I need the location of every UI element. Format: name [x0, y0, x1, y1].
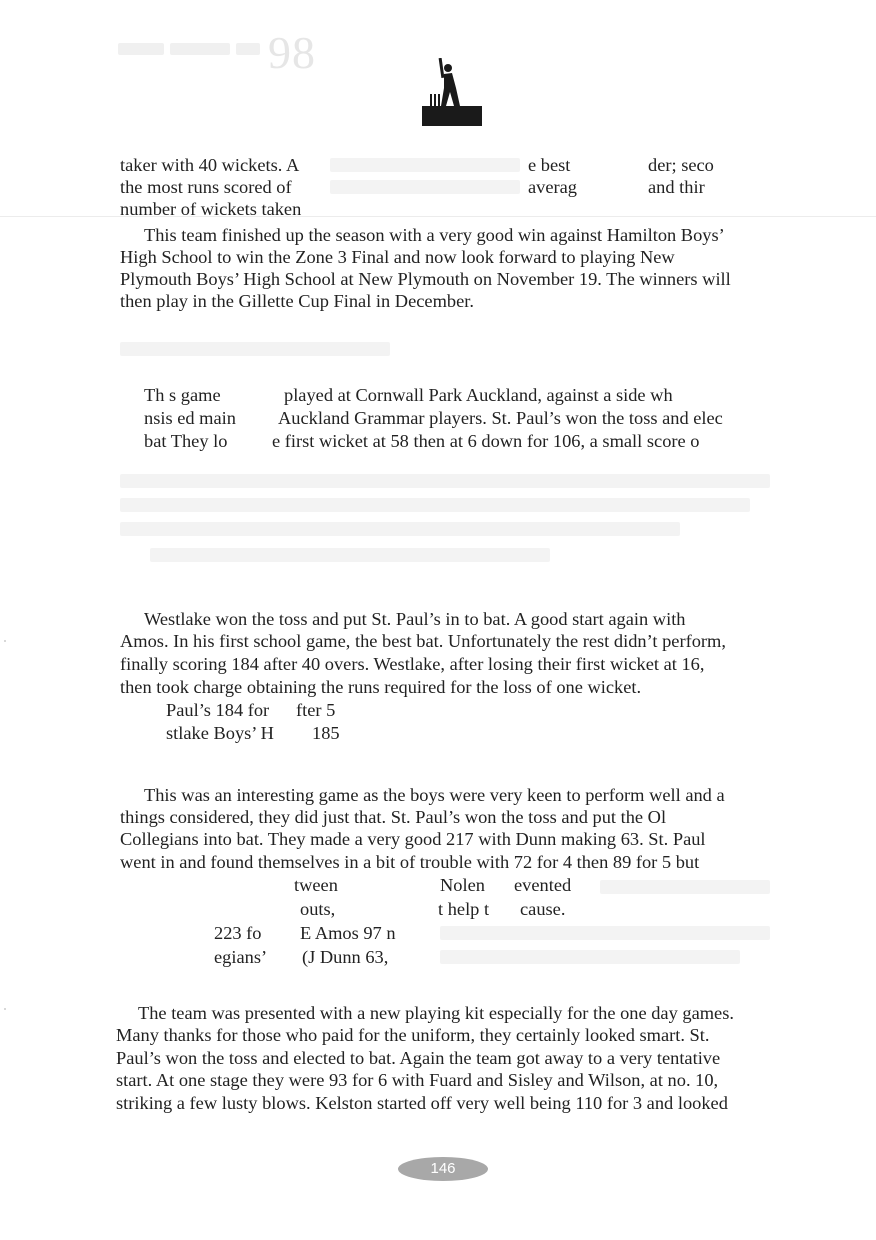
text-line: der; seco	[648, 155, 714, 175]
text-line: e first wicket at 58 then at 6 down for 106, a small score o	[272, 431, 700, 451]
text-line: cause.	[520, 899, 566, 919]
text-line: and thir	[648, 177, 705, 197]
text-line: Amos. In his first school game, the best bat. Unfortunately the rest didn’t perform,	[120, 631, 726, 651]
redacted-band	[440, 950, 740, 964]
text-line: Paul’s won the toss and elected to bat. Again the team got away to a very tentative	[116, 1048, 721, 1068]
text-line: Collegians into bat. They made a very good 217 with Dunn making 63. St. Paul	[120, 829, 706, 849]
text-line: played at Cornwall Park Auckland, against a side wh	[284, 385, 673, 405]
text-line: fter 5	[296, 700, 336, 720]
redacted-band	[150, 548, 550, 562]
text-line: e best	[528, 155, 571, 175]
redacted-band	[120, 474, 770, 488]
scan-speck	[4, 640, 6, 642]
text-line: 223 fo	[214, 923, 262, 943]
text-line: Many thanks for those who paid for the uniform, they certainly looked smart. St.	[116, 1025, 710, 1045]
text-line: Plymouth Boys’ High School at New Plymouth on November 19. The winners will	[120, 269, 731, 289]
text-line: Paul’s 184 for	[166, 700, 270, 720]
text-line: start. At one stage they were 93 for 6 with Fuard and Sisley and Wilson, at no. 10,	[116, 1070, 719, 1090]
page-number-badge: 146	[398, 1157, 488, 1181]
text-line: Auckland Grammar players. St. Paul’s won the toss and elec	[278, 408, 723, 428]
text-line: evented	[514, 875, 572, 895]
text-line: 185	[312, 723, 340, 743]
text-line: Westlake won the toss and put St. Paul’s in to bat. A good start again with	[144, 609, 686, 629]
text-line: then took charge obtaining the runs required for the loss of one wicket.	[120, 677, 642, 697]
text-line: (J Dunn 63,	[302, 947, 389, 967]
text-line: nsis ed main	[144, 408, 236, 428]
text-line: egians’	[214, 947, 268, 967]
redacted-band	[330, 158, 520, 172]
text-line: High School to win the Zone 3 Final and now look forward to playing New	[120, 247, 675, 267]
text-line: averag	[528, 177, 578, 197]
redacted-band	[120, 498, 750, 512]
text-line: number of wickets taken	[120, 199, 302, 219]
text-line: Th s game	[144, 385, 221, 405]
redacted-band	[120, 522, 680, 536]
redacted-band	[600, 880, 770, 894]
text-line: E Amos 97 n	[300, 923, 396, 943]
text-line: things considered, they did just that. St. Paul’s won the toss and put the Ol	[120, 807, 667, 827]
header-faint-title	[118, 42, 268, 64]
text-line: finally scoring 184 after 40 overs. Westlake, after losing their first wicket at 16,	[120, 654, 705, 674]
header-year-mark: 98	[268, 27, 316, 78]
scan-speck	[4, 1008, 6, 1010]
text-line: This was an interesting game as the boys were very keen to perform well and a	[144, 785, 725, 805]
redacted-band	[330, 180, 520, 194]
redacted-heading	[120, 342, 390, 356]
text-line: then play in the Gillette Cup Final in December.	[120, 291, 474, 311]
text-line: stlake Boys’ H	[166, 723, 274, 743]
text-line: taker with 40 wickets. A	[120, 155, 300, 175]
text-line: t help t	[438, 899, 490, 919]
text-line: tween	[294, 875, 338, 895]
text-line: This team finished up the season with a very good win against Hamilton Boys’	[144, 225, 725, 245]
text-line: The team was presented with a new playing kit especially for the one day games.	[138, 1003, 734, 1023]
text-line: outs,	[300, 899, 336, 919]
text-line: bat They lo	[144, 431, 228, 451]
text-line: Nolen	[440, 875, 485, 895]
text-line: went in and found themselves in a bit of trouble with 72 for 4 then 89 for 5 but	[120, 852, 700, 872]
text-line: striking a few lusty blows. Kelston started off very well being 110 for 3 and looked	[116, 1093, 728, 1113]
cricket-batsman-logo	[422, 58, 482, 128]
redacted-band	[440, 926, 770, 940]
text-line: the most runs scored of	[120, 177, 292, 197]
